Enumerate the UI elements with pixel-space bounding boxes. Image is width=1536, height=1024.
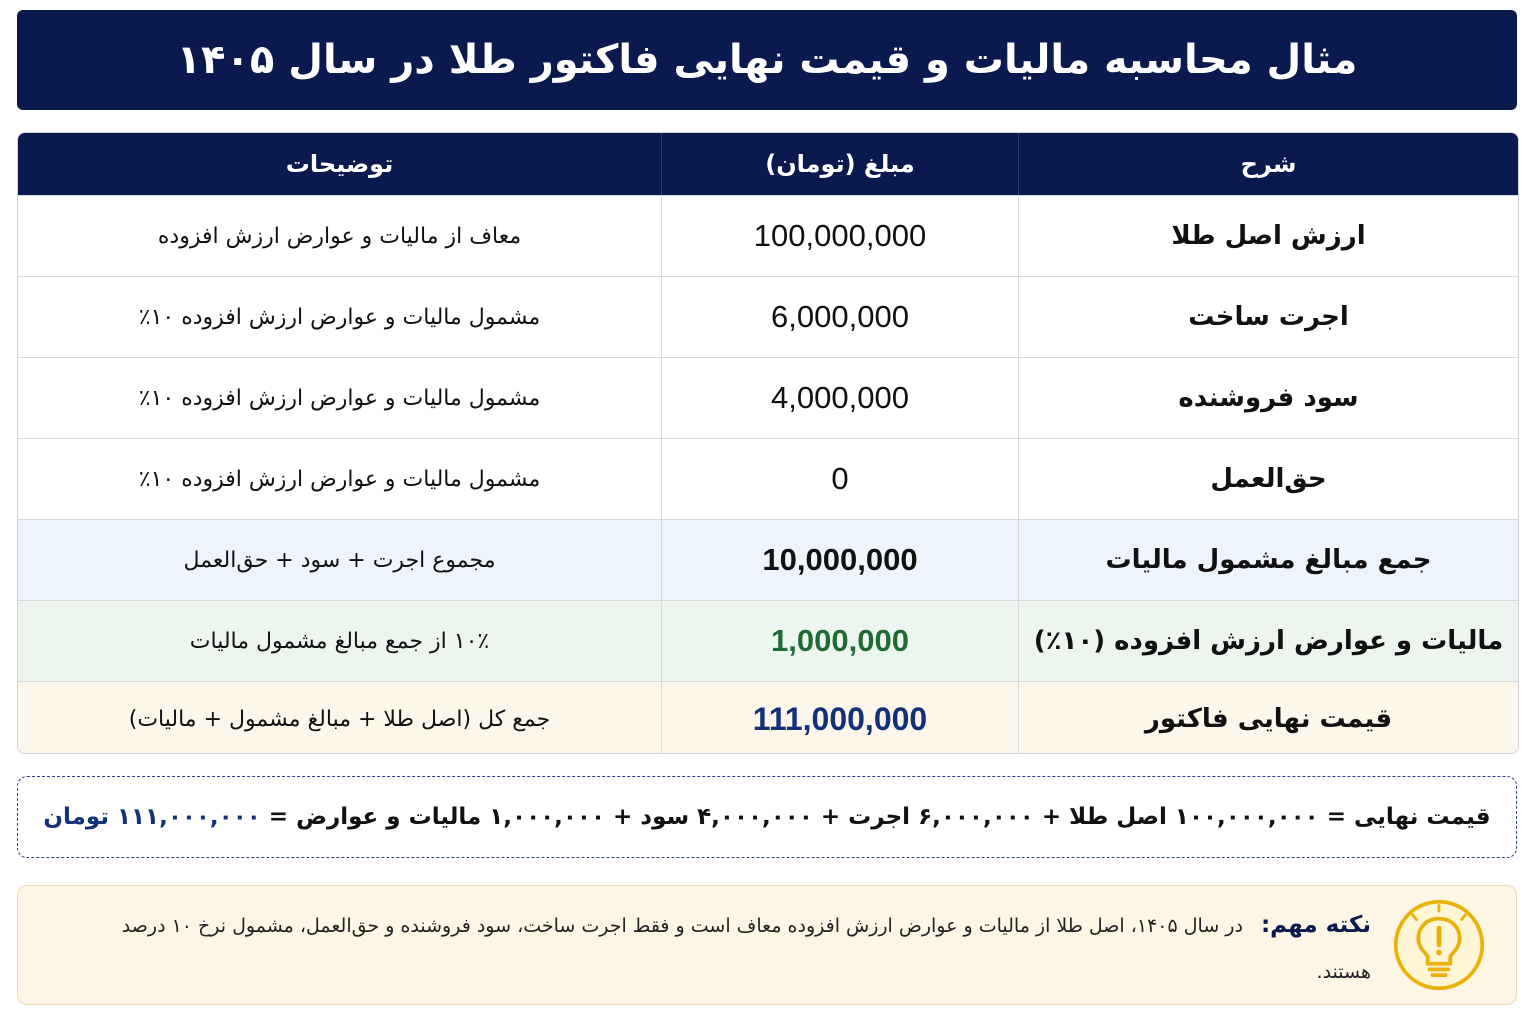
- note-title: نکته مهم:: [1260, 912, 1371, 938]
- row-desc: مشمول مالیات و عوارض ارزش افزوده ۱۰٪: [138, 466, 541, 492]
- formula-total: ۱۱۱,۰۰۰,۰۰۰ تومان: [43, 804, 261, 830]
- header-amount: مبلغ (تومان): [661, 133, 1018, 195]
- row-amount: 100,000,000: [661, 196, 1018, 276]
- row-label: اجرت ساخت: [1018, 277, 1518, 357]
- table-row: [18, 196, 1518, 277]
- row-desc: مشمول مالیات و عوارض ارزش افزوده ۱۰٪: [138, 304, 541, 330]
- table-row-subtotal: [18, 520, 1518, 601]
- header-description: شرح: [1018, 133, 1518, 195]
- formula-box: [17, 776, 1517, 858]
- table-row: [18, 439, 1518, 520]
- tax-table: [17, 132, 1519, 754]
- row-amount: 4,000,000: [661, 358, 1018, 438]
- row-label: ارزش اصل طلا: [1018, 196, 1518, 276]
- important-note: [17, 885, 1517, 1005]
- formula-text: قیمت نهایی = ۱۰۰,۰۰۰,۰۰۰ اصل طلا + ۶,۰۰۰,۰۰۰ اجرت + ۴,۰۰۰,۰۰۰ سود + ۱,۰۰۰,۰۰۰ مالیات و عوارض =: [268, 804, 1491, 830]
- table-row-tax: [18, 601, 1518, 682]
- row-desc: جمع کل (اصل طلا + مبالغ مشمول + مالیات): [128, 706, 551, 732]
- row-desc: ۱۰٪ از جمع مبالغ مشمول مالیات: [189, 628, 490, 654]
- table-row: [18, 277, 1518, 358]
- row-amount: 10,000,000: [661, 520, 1018, 600]
- note-body: [71, 902, 1371, 995]
- row-amount: 1,000,000: [661, 601, 1018, 681]
- table-header: [18, 133, 1518, 196]
- table-row: [18, 358, 1518, 439]
- row-label: مالیات و عوارض ارزش افزوده (۱۰٪): [1018, 601, 1518, 681]
- row-desc: معاف از مالیات و عوارض ارزش افزوده: [157, 223, 522, 249]
- row-amount: 111,000,000: [661, 682, 1018, 754]
- row-amount: 6,000,000: [661, 277, 1018, 357]
- row-amount: 0: [661, 439, 1018, 519]
- row-label: قیمت نهایی فاکتور: [1018, 682, 1518, 754]
- row-desc: مشمول مالیات و عوارض ارزش افزوده ۱۰٪: [138, 385, 541, 411]
- header-notes: توضیحات: [285, 150, 394, 178]
- row-label: سود فروشنده: [1018, 358, 1518, 438]
- note-text: در سال ۱۴۰۵، اصل طلا از مالیات و عوارض ارزش افزوده معاف است و فقط اجرت ساخت، سود فروشنده و حق‌العمل، مشمول نرخ ۱۰ درصد هستند.: [121, 915, 1371, 983]
- lightbulb-icon: [1392, 898, 1486, 992]
- row-label: حق‌العمل: [1018, 439, 1518, 519]
- row-desc: مجموع اجرت + سود + حق‌العمل: [183, 547, 496, 573]
- page-title: مثال محاسبه مالیات و قیمت نهایی فاکتور طلا در سال ۱۴۰۵: [17, 10, 1517, 110]
- table-row-final: [18, 682, 1518, 754]
- row-label: جمع مبالغ مشمول مالیات: [1018, 520, 1518, 600]
